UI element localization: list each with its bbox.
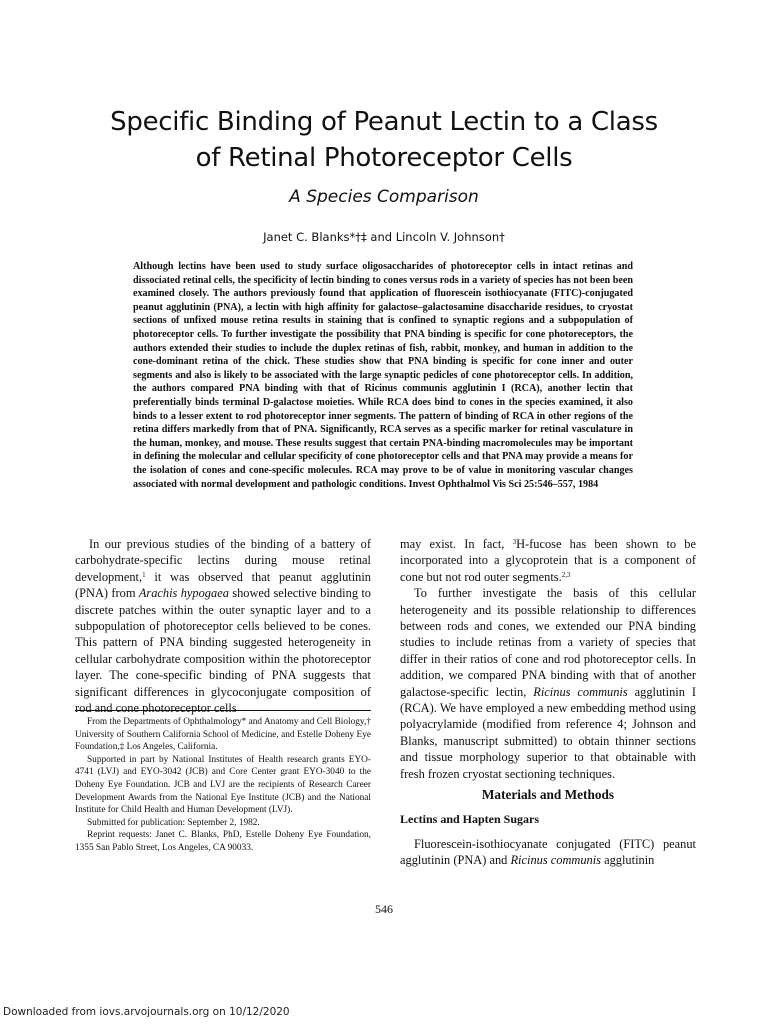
isotope-superscript: 3 bbox=[512, 538, 517, 546]
species-name-italic: Ricinus communis bbox=[533, 684, 628, 699]
intro-text-a: In our previous studies of the binding of a battery of carbohydrate-specific lectins during mouse retinal development, bbox=[75, 537, 371, 584]
investigation-paragraph bbox=[400, 585, 696, 782]
reference-superscript: 1 bbox=[142, 570, 146, 579]
methods-paragraph bbox=[400, 836, 696, 869]
footnotes bbox=[75, 716, 371, 855]
investigation-text-a: To further investigate the basis of this cellular heterogeneity and its possible relationship to differences between rods and cones, we extended our PNA binding studies to include retinas from a variety of species that differ in their ratios of cone and rod photoreceptor cells. In addition, we compared PNA binding with that of another galactose-specific lectin, bbox=[400, 586, 696, 699]
methods-text-a: Fluorescein-isothiocyanate conjugated (FITC) peanut agglutinin (PNA) and bbox=[400, 837, 696, 868]
footnote-divider bbox=[75, 710, 371, 711]
section-heading-materials-methods: Materials and Methods bbox=[481, 787, 615, 802]
author-line: Janet C. Blanks*†‡ and Lincoln V. Johnson† bbox=[263, 230, 505, 244]
footnote-reprints: Reprint requests: Janet C. Blanks, PhD, Estelle Doheny Eye Foundation, 1355 San Pablo Street, Los Angeles, CA 90033. bbox=[75, 830, 371, 853]
article-title-line-1: Specific Binding of Peanut Lectin to a Class bbox=[110, 107, 658, 137]
reference-superscript: 2,3 bbox=[561, 570, 571, 579]
article-title bbox=[0, 104, 768, 176]
page-number: 546 bbox=[375, 902, 393, 916]
investigation-text-b: agglutinin I (RCA). We have employed a new embedding method using polyacrylamide (modified from reference 4; Johnson and Blanks, manuscript submitted) to obtain thinner sections and tissue morphology superior to that obtainable with fresh frozen cryostat sectioning techniques. bbox=[400, 684, 696, 781]
intro-text-b: it was observed that peanut agglutinin (PNA) from bbox=[75, 569, 371, 601]
left-column bbox=[75, 536, 371, 716]
subsection-heading-lectins: Lectins and Hapten Sugars bbox=[400, 812, 540, 826]
continuation-text-b: H-fucose has been shown to be incorporated into a glycoprotein that is a component of cone but not rod outer segments. bbox=[400, 537, 696, 584]
right-column bbox=[400, 536, 696, 782]
continuation-text-a: may exist. In fact, bbox=[400, 537, 513, 551]
methods-text bbox=[400, 836, 696, 869]
continuation-paragraph bbox=[400, 536, 696, 585]
article-subtitle: A Species Comparison bbox=[289, 187, 479, 207]
intro-paragraph bbox=[75, 536, 371, 716]
footnote-submitted: Submitted for publication: September 2, 1982. bbox=[87, 817, 260, 828]
download-watermark: Downloaded from iovs.arvojournals.org on 10/12/2020 bbox=[3, 1006, 290, 1018]
species-name-italic: Arachis hypogaea bbox=[138, 586, 229, 601]
footnote-affiliations: From the Departments of Ophthalmology* and Anatomy and Cell Biology,† University of Southern California School of Medicine, and Estelle Doheny Eye Foundation,‡ Los Angeles, California. bbox=[75, 717, 371, 753]
intro-text-c: showed selective binding to discrete patches within the outer synaptic layer and to a subpopulation of photoreceptor cells believed to be cones. This pattern of PNA binding suggested heterogeneity in cellular carbohydrate composition within the photoreceptor layer. The cone-specific binding of PNA suggests that significant differences in glycoconjugate composition of rod and cone photoreceptor cells bbox=[75, 586, 371, 716]
species-name-italic: Ricinus communis bbox=[510, 853, 601, 868]
abstract: Although lectins have been used to study surface oligosaccharides of photoreceptor cells in intact retinas and dissociated retinal cells, the specificity of lectin binding to cones versus rods in a variety of species has not been been examined closely. The authors previously found that application of fluorescein isothiocyanate (FITC)-conjugated peanut agglutinin (PNA), a lectin with high affinity for galactose–galactosamine disaccharide residues, to cryostat sections of unfixed mouse retina results in staining that is confined to synaptic regions and a subpopulation of photoreceptor cells. To further investigate the possibility that PNA binding is specific for cone photoreceptors, the authors extended their studies to include the duplex retinas of fish, rabbit, monkey, and human in addition to the cone-dominant retina of the chick. These studies show that PNA binding is specific for cone inner and outer segments and also is likely to be associated with the large synaptic pedicles of cone photoreceptor cells. In addition, the authors compared PNA binding with that of Ricinus communis agglutinin I (RCA), another lectin that preferentially binds terminal D-galactose moieties. While RCA does bind to cones in the species examined, it also binds to a lesser extent to rod photoreceptor inner segments. The pattern of binding of RCA in other regions of the retina differs markedly from that of PNA. Significantly, RCA serves as a specific marker for retinal vasculature in the human, monkey, and mouse. These results suggest that certain PNA-binding macromolecules may be important in defining the molecular and cellular specificity of cone photoreceptor cells and that PNA may provide a means for the isolation of cones and cone-specific molecules. RCA may prove to be of value in monitoring vascular changes associated with normal development and pathologic conditions. Invest Ophthalmol Vis Sci 25:546–557, 1984 bbox=[133, 261, 633, 490]
footnote-support: Supported in part by National Institutes of Health research grants EYO-4741 (LVJ) and EYO-3042 (JCB) and Core Center grant EYO-3040 to the Doheny Eye Foundation. JCB and LVJ are the recipients of Research Career Development Awards from the National Eye Institute (JCB) and the National Institute for Child Health and Human Development (LVJ). bbox=[75, 754, 371, 816]
article-title-line-2: of Retinal Photoreceptor Cells bbox=[195, 143, 573, 173]
methods-text-b: agglutinin bbox=[601, 853, 655, 868]
